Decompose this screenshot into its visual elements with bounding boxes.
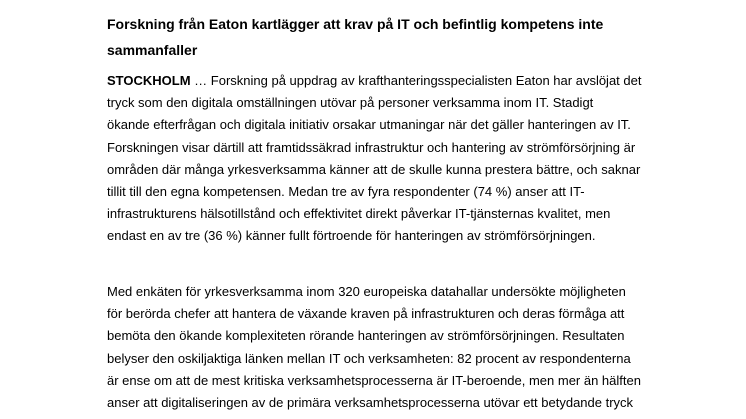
paragraph-line: bemöta den ökande komplexiteten rörande hanteringen av strömförsörjningen. Resultaten — [107, 328, 625, 344]
paragraph-line: för berörda chefer att hantera de växande kraven på infrastrukturen och deras förmåga att — [107, 306, 625, 322]
paragraph-intro — [107, 70, 697, 248]
paragraph-line — [107, 70, 697, 92]
paragraph-line: tillit till den egna kompetensen. Medan tre av fyra respondenter (74 %) anser att IT- — [107, 184, 585, 200]
dateline: STOCKHOLM — [107, 73, 191, 88]
paragraph-line: Med enkäten för yrkesverksamma inom 320 europeiska datahallar undersökte möjligheten — [107, 284, 626, 299]
paragraph-survey — [107, 281, 697, 414]
paragraph-line: är ense om att de mest kritiska verksamhetsprocesserna är IT-beroende, men mer än hälften — [107, 372, 641, 388]
title-line: Forskning från Eaton kartlägger att krav på IT och befintlig kompetens inte — [107, 16, 604, 32]
dateline-text: … Forskning på uppdrag av krafthanteringsspecialisten Eaton har avslöjat det — [190, 73, 642, 88]
paragraph-line: infrastrukturens hälsotillstånd och effektivitet direkt påverkar IT-tjänsternas kvalitet, men — [107, 206, 611, 222]
paragraph-line: områden där många yrkesverksamma känner att de skulle kunna prestera bättre, och saknar — [107, 161, 641, 177]
paragraph-line: endast en av tre (36 %) känner fullt förtroende för hanteringen av strömförsörjningen. — [107, 228, 596, 244]
paragraph-line: Forskningen visar därtill att framtidssäkrad infrastruktur och hantering av strömförsörjning är — [107, 139, 636, 155]
press-release-title — [107, 11, 667, 63]
paragraph-line: anser att digitaliseringen av de primära verksamhetsprocesserna utövar ett betydande tryck — [107, 395, 634, 411]
paragraph-line: belyser den oskiljaktiga länken mellan IT och verksamheten: 82 procent av respondenterna — [107, 350, 631, 366]
title-line: sammanfaller — [107, 42, 198, 58]
paragraph-line: tryck som den digitala omställningen utövar på personer verksamma inom IT. Stadigt — [107, 95, 594, 111]
paragraph-line: ökande efterfrågan och digitala initiativ orsakar utmaningar när det gäller hanteringen av IT. — [107, 117, 631, 133]
